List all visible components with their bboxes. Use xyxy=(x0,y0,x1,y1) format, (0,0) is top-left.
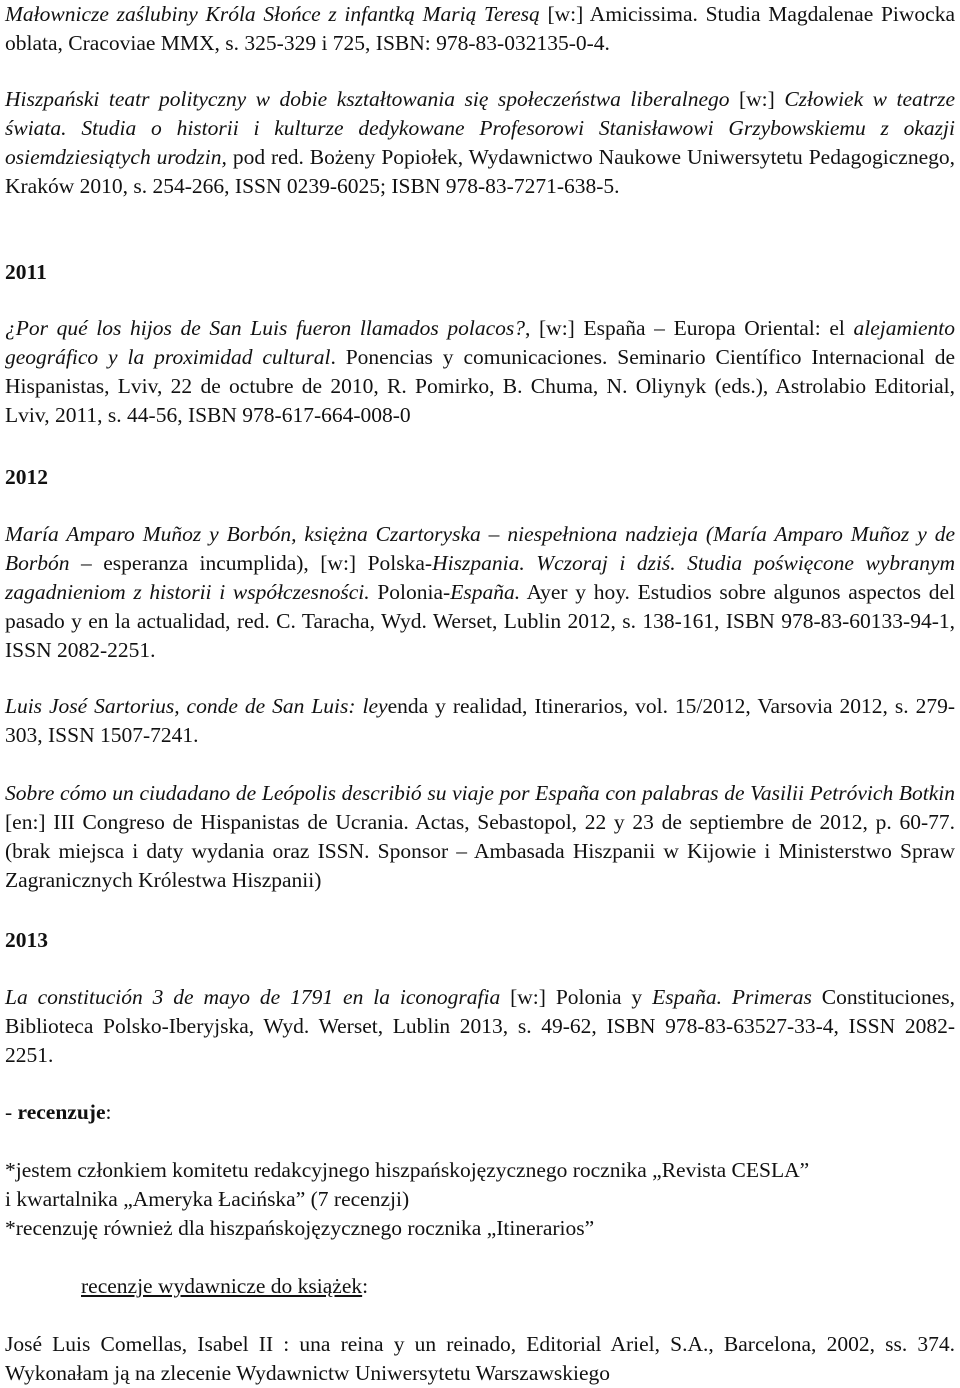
review-line: i kwartalnika „Ameryka Łacińska” (7 recenzji) xyxy=(5,1187,410,1211)
year-heading-2013: 2013 xyxy=(5,928,48,952)
reviews-colon: : xyxy=(105,1100,112,1124)
entry-title-rest: enda y realidad, xyxy=(387,694,535,718)
publisher-reviews-label: recenzje wydawnicze do książek xyxy=(81,1274,363,1298)
entry-details: Ayer y hoy. Estudios sobre algunos aspectos del pasado y en la actualidad, red. C. Taracha, Wyd. Werset, Lublin 2012, s. 138-161, ISBN 978-83-60133-94-1, ISSN 2082-2251. xyxy=(5,580,956,662)
entry-details: . Ponencias y comunicaciones. Seminario Científico Internacional de Hispanistas, Lviv, 22 de octubre de 2010, R. Pomirko, B. Chuma, N. Oliynyk (eds.), Astrolabio Editorial, Lviv, 2011, s. 44-56, ISBN 978-617-664-008-0 xyxy=(5,345,955,427)
publisher-reviews-heading xyxy=(5,1272,368,1301)
entry-title: Luis José Sartorius, conde de San Luis: ley xyxy=(5,694,388,718)
entry-title: Hiszpański teatr polityczny w dobie kształtowania się społeczeństwa liberalnego xyxy=(5,87,730,111)
entry-title: Małownicze zaślubiny Króla Słońce z infantką Marią Teresą xyxy=(5,2,540,26)
entry-book-title-part: España. xyxy=(450,580,521,604)
entry-title: La constitución 3 de mayo de 1791 en la iconografia xyxy=(5,985,501,1009)
review-line: *jestem członkiem komitetu redakcyjnego hiszpańskojęzycznego rocznika „Revista CESLA” xyxy=(5,1158,810,1182)
entry-book-title: alejamiento geográfico y la proximidad cultural xyxy=(5,316,955,369)
entry-connector: Polonia- xyxy=(369,580,451,604)
bibliography-entry xyxy=(5,692,955,750)
entry-book-title: Hiszpania. Wczoraj i dziś. Studia poświęcone wybranym zagadnieniom z historii i współczesności. xyxy=(5,551,956,604)
entry-connector: – esperanza incumplida), [w:] Polska- xyxy=(69,551,433,575)
entry-connector: [w:] xyxy=(729,87,785,111)
entry-journal: Itinerarios xyxy=(534,694,623,718)
publisher-review-entry: José Luis Comellas, Isabel II : una reina y un reinado, Editorial Ariel, S.A., Barcelona, 2002, ss. 374. Wykonałam ją na zlecenie Wydawnictw Uniwersytetu Warszawskiego xyxy=(5,1332,955,1385)
bibliography-entry xyxy=(5,779,955,895)
entry-details: Constituciones, Biblioteca Polsko-Iberyjska, Wyd. Werset, Lublin 2013, s. 49-62, ISBN 978-83-63527-33-4, ISSN 2082-2251. xyxy=(5,985,955,1067)
bibliography-entry xyxy=(5,0,955,58)
entry-details: , vol. 15/2012, Varsovia 2012, s. 279-303, ISSN 1507-7241. xyxy=(5,694,955,747)
entry-title: Sobre cómo un ciudadano de Leópolis describió su viaje por España con palabras de Vasilii Petróvich Botkin xyxy=(5,781,955,805)
bibliography-entry xyxy=(5,314,955,430)
review-line: *recenzuję również dla hiszpańskojęzycznego rocznika „Itinerarios” xyxy=(5,1216,595,1240)
bibliography-entry xyxy=(5,520,955,665)
year-heading-2012: 2012 xyxy=(5,465,48,489)
entry-connector: [w:] Polonia y xyxy=(500,985,653,1009)
entry-title: ¿Por qué los hijos de San Luis fueron llamados polacos? xyxy=(5,316,526,340)
entry-title: María Amparo Muñoz y Borbón, księżna Czartoryska – niespełniona nadzieja (María Amparo Muñoz y de Borbón xyxy=(5,522,955,575)
year-heading-2011: 2011 xyxy=(5,260,47,284)
reviews-dash: - xyxy=(5,1100,18,1124)
entry-book-title: España. Primeras xyxy=(652,985,812,1009)
reviews-label: recenzuje xyxy=(17,1100,106,1124)
bibliography-entry xyxy=(5,85,955,201)
bibliography-entry xyxy=(5,983,955,1070)
entry-book-title: Człowiek w teatrze świata. Studia o historii i kulturze dedykowane Profesorowi Stanisławowi Grzybowskiemu z okazji osiemdziesiątych urodzin, xyxy=(5,87,955,169)
entry-details: pod red. Bożeny Popiołek, Wydawnictwo Naukowe Uniwersytetu Pedagogicznego, Kraków 2010, s. 254-266, ISSN 0239-6025; ISBN 978-83-7271-638-5. xyxy=(5,145,955,198)
entry-details: [w:] Amicissima. Studia Magdalenae Piwocka oblata, Cracoviae MMX, s. 325-329 i 725, ISBN: 978-83-032135-0-4. xyxy=(5,2,955,55)
entry-details: [en:] III Congreso de Hispanistas de Ucrania. Actas, Sebastopol, 22 y 23 de septiembre de 2012, p. 60-77. (brak miejsca i daty wydania oraz ISSN. Sponsor – Ambasada Hiszpanii w Kijowie i Ministerstwo Spraw Zagranicznych Królestwa Hiszpanii) xyxy=(5,810,955,892)
entry-connector: , [w:] España – Europa Oriental: el xyxy=(525,316,854,340)
publisher-reviews-colon: : xyxy=(362,1274,369,1298)
reviews-heading xyxy=(5,1098,111,1127)
